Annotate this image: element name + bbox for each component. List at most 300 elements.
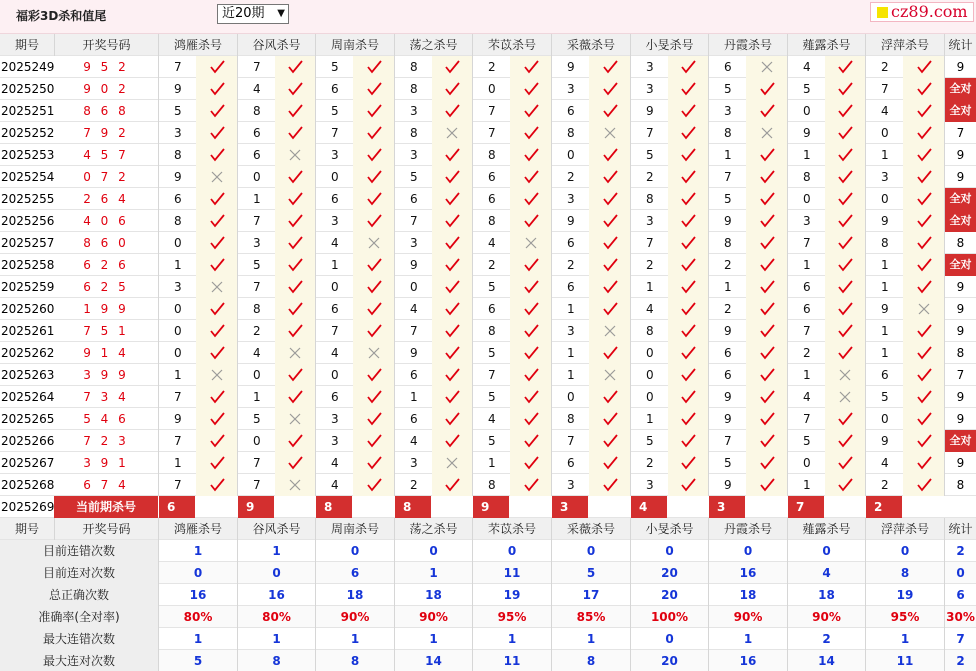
checkmark-icon (209, 104, 225, 118)
row-stat: 9 (944, 298, 976, 320)
kill-number: 9 (865, 430, 903, 452)
checkmark-icon (523, 280, 539, 294)
checkmark-icon (680, 302, 696, 316)
checkmark-icon (209, 60, 225, 74)
kill-number: 0 (865, 122, 903, 144)
checkmark-icon (366, 82, 382, 96)
checkmark-icon (916, 478, 932, 492)
kill-number: 8 (158, 210, 196, 232)
kill-number: 7 (708, 430, 746, 452)
checkmark-icon (602, 148, 618, 162)
kill-number: 9 (708, 408, 746, 430)
kill-number: 3 (394, 232, 432, 254)
summary-value: 90% (394, 606, 472, 628)
summary-label: 总正确次数 (0, 584, 158, 606)
hit-mark (510, 364, 551, 386)
checkmark-icon (680, 412, 696, 426)
summary-value: 20 (630, 650, 708, 671)
kill-number: 8 (551, 122, 589, 144)
checkmark-icon (916, 368, 932, 382)
hit-mark (275, 232, 315, 254)
hit-mark (903, 298, 944, 320)
hit-mark (903, 342, 944, 364)
kill-number: 6 (315, 188, 353, 210)
hit-mark (432, 408, 472, 430)
kill-number: 1 (551, 342, 589, 364)
hit-mark (353, 166, 394, 188)
checkmark-icon (444, 324, 460, 338)
hit-mark (353, 210, 394, 232)
kill-number: 3 (551, 320, 589, 342)
checkmark-icon (837, 280, 853, 294)
hit-mark (196, 254, 237, 276)
summary-value: 80% (237, 606, 315, 628)
hit-mark (196, 342, 237, 364)
hit-mark (589, 232, 630, 254)
checkmark-icon (837, 126, 853, 140)
site-logo[interactable] (870, 2, 974, 22)
hit-mark (432, 342, 472, 364)
table-row (0, 452, 976, 474)
hit-mark (825, 474, 865, 496)
checkmark-icon (444, 434, 460, 448)
hit-mark (432, 166, 472, 188)
kill-number: 8 (630, 188, 668, 210)
hit-mark (275, 276, 315, 298)
current-kill-number: 3 (552, 496, 588, 518)
draw-result: 6 2 5 (83, 280, 129, 294)
checkmark-icon (680, 324, 696, 338)
checkmark-icon (916, 148, 932, 162)
algo-header: 薤露杀号 (787, 518, 865, 540)
checkmark-icon (209, 390, 225, 404)
hit-mark (432, 188, 472, 210)
summary-row (0, 562, 976, 584)
summary-value: 1 (237, 628, 315, 650)
hit-mark (589, 276, 630, 298)
checkmark-icon (837, 478, 853, 492)
hit-mark (825, 144, 865, 166)
hit-mark (275, 364, 315, 386)
summary-value: 100% (630, 606, 708, 628)
summary-value: 95% (865, 606, 944, 628)
checkmark-icon (523, 346, 539, 360)
checkmark-icon (523, 478, 539, 492)
hit-mark (903, 364, 944, 386)
hit-mark (746, 122, 787, 144)
cross-icon (287, 412, 303, 426)
kill-number: 1 (158, 452, 196, 474)
issue-number: 2025267 (1, 456, 55, 470)
row-stat: 9 (944, 144, 976, 166)
hit-mark (353, 100, 394, 122)
checkmark-icon (523, 82, 539, 96)
hit-mark (746, 144, 787, 166)
checkmark-icon (759, 324, 775, 338)
algo-header: 周南杀号 (315, 34, 394, 56)
logo-text: cz89.com (891, 2, 968, 21)
kill-number: 3 (708, 100, 746, 122)
hit-mark (668, 320, 708, 342)
kill-number: 5 (787, 78, 825, 100)
algo-header: 芣苡杀号 (472, 34, 551, 56)
hit-mark (196, 100, 237, 122)
checkmark-icon (523, 214, 539, 228)
issue-number: 2025268 (1, 478, 55, 492)
hit-mark (746, 188, 787, 210)
summary-value: 11 (865, 650, 944, 671)
kill-number: 2 (630, 166, 668, 188)
checkmark-icon (287, 236, 303, 250)
hit-mark (353, 188, 394, 210)
table-row (0, 144, 976, 166)
checkmark-icon (680, 258, 696, 272)
checkmark-icon (916, 258, 932, 272)
kill-number: 8 (472, 320, 510, 342)
hit-mark (746, 452, 787, 474)
kill-number: 7 (472, 364, 510, 386)
hit-mark (196, 188, 237, 210)
hit-mark (275, 408, 315, 430)
stat-header: 统计 (944, 518, 976, 540)
summary-stat: 2 (944, 540, 976, 562)
table-row (0, 298, 976, 320)
kill-number: 3 (865, 166, 903, 188)
summary-value: 80% (158, 606, 237, 628)
summary-value: 14 (787, 650, 865, 671)
checkmark-icon (837, 192, 853, 206)
issue-number: 2025257 (1, 236, 55, 250)
hit-mark (903, 210, 944, 232)
checkmark-icon (523, 126, 539, 140)
hit-mark (510, 144, 551, 166)
hit-mark (668, 276, 708, 298)
checkmark-icon (444, 214, 460, 228)
checkmark-icon (523, 60, 539, 74)
kill-number: 1 (630, 408, 668, 430)
draw-result: 4 0 6 (83, 214, 129, 228)
hit-mark (746, 276, 787, 298)
hit-mark (275, 144, 315, 166)
hit-mark (432, 320, 472, 342)
hit-mark (746, 342, 787, 364)
summary-value: 1 (315, 628, 394, 650)
checkmark-icon (366, 148, 382, 162)
hit-mark (903, 430, 944, 452)
summary-value: 0 (708, 540, 787, 562)
hit-mark (746, 210, 787, 232)
row-stat: 9 (944, 452, 976, 474)
row-stat: 7 (944, 364, 976, 386)
checkmark-icon (916, 214, 932, 228)
hit-mark (668, 452, 708, 474)
kill-number: 6 (865, 364, 903, 386)
all-correct-badge: 全对 (944, 254, 976, 276)
summary-value: 11 (472, 562, 551, 584)
kill-number: 8 (708, 122, 746, 144)
row-stat: 9 (944, 276, 976, 298)
checkmark-icon (916, 82, 932, 96)
checkmark-icon (523, 434, 539, 448)
kill-number: 4 (865, 452, 903, 474)
hit-mark (432, 254, 472, 276)
summary-stat: 6 (944, 584, 976, 606)
checkmark-icon (602, 390, 618, 404)
summary-value: 5 (551, 562, 630, 584)
summary-value: 1 (158, 540, 237, 562)
checkmark-icon (444, 192, 460, 206)
kill-number: 9 (551, 56, 589, 78)
checkmark-icon (759, 412, 775, 426)
checkmark-icon (366, 170, 382, 184)
hit-mark (589, 342, 630, 364)
row-stat: 9 (944, 166, 976, 188)
kill-number: 8 (472, 144, 510, 166)
kill-number: 5 (630, 430, 668, 452)
kill-number: 7 (472, 100, 510, 122)
hit-mark (275, 100, 315, 122)
kill-number: 2 (708, 254, 746, 276)
kill-number: 1 (630, 276, 668, 298)
checkmark-icon (837, 82, 853, 96)
checkmark-icon (209, 126, 225, 140)
summary-value: 6 (315, 562, 394, 584)
kill-number: 8 (472, 210, 510, 232)
kill-number: 0 (551, 386, 589, 408)
current-kill-number: 9 (238, 496, 274, 518)
current-label: 当前期杀号 (54, 496, 158, 518)
summary-value: 0 (158, 562, 237, 584)
checkmark-icon (209, 148, 225, 162)
checkmark-icon (680, 170, 696, 184)
algo-header: 采薇杀号 (551, 518, 630, 540)
table-row (0, 320, 976, 342)
hit-mark (510, 342, 551, 364)
checkmark-icon (287, 170, 303, 184)
hit-mark (275, 56, 315, 78)
hit-mark (668, 364, 708, 386)
kill-number: 1 (237, 386, 275, 408)
kill-number: 1 (315, 254, 353, 276)
summary-value: 2 (787, 628, 865, 650)
checkmark-icon (444, 170, 460, 184)
checkmark-icon (287, 368, 303, 382)
kill-number: 8 (237, 100, 275, 122)
kill-number: 6 (315, 78, 353, 100)
table-row (0, 188, 976, 210)
draw-result: 8 6 0 (83, 236, 129, 250)
hit-mark (510, 430, 551, 452)
all-correct-badge: 全对 (944, 430, 976, 452)
kill-number: 0 (630, 386, 668, 408)
hit-mark (746, 166, 787, 188)
checkmark-icon (287, 302, 303, 316)
hit-mark (903, 122, 944, 144)
hit-mark (589, 254, 630, 276)
hit-mark (510, 320, 551, 342)
kill-number: 5 (708, 188, 746, 210)
checkmark-icon (837, 324, 853, 338)
summary-value: 1 (708, 628, 787, 650)
hit-mark (275, 210, 315, 232)
kill-number: 7 (708, 166, 746, 188)
hit-mark (825, 276, 865, 298)
checkmark-icon (759, 346, 775, 360)
summary-value: 16 (708, 650, 787, 671)
table-row (0, 364, 976, 386)
cross-icon (366, 236, 382, 250)
hit-mark (196, 56, 237, 78)
checkmark-icon (759, 478, 775, 492)
summary-value: 18 (787, 584, 865, 606)
kill-number: 5 (630, 144, 668, 166)
checkmark-icon (444, 104, 460, 118)
hit-mark (196, 78, 237, 100)
cross-icon (602, 324, 618, 338)
hit-mark (589, 430, 630, 452)
checkmark-icon (523, 302, 539, 316)
issue-number: 2025264 (1, 390, 55, 404)
hit-mark (668, 342, 708, 364)
issue-number: 2025256 (1, 214, 55, 228)
hit-mark (746, 364, 787, 386)
kill-number: 3 (158, 276, 196, 298)
kill-number: 7 (630, 232, 668, 254)
issue-number: 2025259 (1, 280, 55, 294)
kill-number: 9 (865, 210, 903, 232)
hit-mark (275, 166, 315, 188)
hit-mark (196, 452, 237, 474)
hit-mark (825, 452, 865, 474)
kill-number: 6 (394, 188, 432, 210)
hit-mark (510, 298, 551, 320)
period-select[interactable] (217, 4, 289, 24)
kill-number: 7 (551, 430, 589, 452)
draw-result: 1 9 9 (83, 302, 129, 316)
checkmark-icon (837, 214, 853, 228)
checkmark-icon (680, 104, 696, 118)
algo-header: 浮萍杀号 (865, 34, 944, 56)
kill-number: 7 (394, 210, 432, 232)
checkmark-icon (837, 170, 853, 184)
kill-number: 6 (551, 100, 589, 122)
kill-number: 5 (315, 100, 353, 122)
summary-value: 19 (865, 584, 944, 606)
issue-number: 2025249 (1, 60, 55, 74)
kill-number: 5 (472, 430, 510, 452)
checkmark-icon (523, 104, 539, 118)
kill-number: 5 (472, 342, 510, 364)
summary-value: 0 (394, 540, 472, 562)
kill-number: 9 (708, 210, 746, 232)
summary-value: 18 (394, 584, 472, 606)
hit-mark (589, 166, 630, 188)
hit-mark (825, 364, 865, 386)
kill-number: 0 (472, 78, 510, 100)
hit-mark (825, 254, 865, 276)
summary-stat: 30% (944, 606, 976, 628)
cross-icon (287, 478, 303, 492)
kill-number: 6 (472, 188, 510, 210)
checkmark-icon (366, 368, 382, 382)
kill-number: 8 (394, 122, 432, 144)
algo-header: 周南杀号 (315, 518, 394, 540)
kill-number: 7 (237, 276, 275, 298)
summary-value: 20 (630, 584, 708, 606)
checkmark-icon (287, 104, 303, 118)
hit-mark (589, 452, 630, 474)
hit-mark (589, 144, 630, 166)
checkmark-icon (916, 412, 932, 426)
checkmark-icon (602, 302, 618, 316)
hit-mark (903, 188, 944, 210)
checkmark-icon (209, 412, 225, 426)
row-stat: 7 (944, 122, 976, 144)
issue-header: 期号 (14, 38, 39, 52)
hit-mark (275, 474, 315, 496)
kill-number: 6 (315, 298, 353, 320)
hit-mark (903, 166, 944, 188)
checkmark-icon (209, 192, 225, 206)
draw-result: 7 2 3 (83, 434, 129, 448)
hit-mark (668, 144, 708, 166)
hit-mark (196, 408, 237, 430)
algo-header: 荡之杀号 (394, 518, 472, 540)
draw-result: 7 9 2 (83, 126, 129, 140)
hit-mark (275, 320, 315, 342)
table-row (0, 56, 976, 78)
hit-mark (432, 298, 472, 320)
current-kill-number: 8 (395, 496, 431, 518)
hit-mark (275, 452, 315, 474)
hit-mark (432, 100, 472, 122)
summary-value: 18 (708, 584, 787, 606)
summary-value: 5 (158, 650, 237, 671)
hit-mark (353, 276, 394, 298)
current-kill-number: 9 (473, 496, 509, 518)
hit-mark (668, 56, 708, 78)
hit-mark (589, 408, 630, 430)
checkmark-icon (444, 368, 460, 382)
kill-number: 2 (237, 320, 275, 342)
kill-number: 3 (630, 56, 668, 78)
kill-number: 2 (787, 342, 825, 364)
hit-mark (589, 56, 630, 78)
draw-header: 开奖号码 (54, 34, 158, 56)
kill-number: 4 (787, 386, 825, 408)
summary-value: 90% (708, 606, 787, 628)
hit-mark (353, 320, 394, 342)
hit-mark (196, 386, 237, 408)
hit-mark (668, 408, 708, 430)
summary-value: 85% (551, 606, 630, 628)
kill-number: 5 (472, 386, 510, 408)
hit-mark (432, 56, 472, 78)
kill-number: 3 (315, 210, 353, 232)
checkmark-icon (209, 456, 225, 470)
kill-number: 4 (237, 78, 275, 100)
algo-header: 小旻杀号 (630, 518, 708, 540)
kill-number: 4 (472, 232, 510, 254)
top-bar (0, 0, 976, 34)
kill-number: 0 (865, 188, 903, 210)
checkmark-icon (366, 324, 382, 338)
checkmark-icon (523, 192, 539, 206)
hit-mark (432, 232, 472, 254)
checkmark-icon (837, 236, 853, 250)
table-row (0, 210, 976, 232)
checkmark-icon (209, 302, 225, 316)
